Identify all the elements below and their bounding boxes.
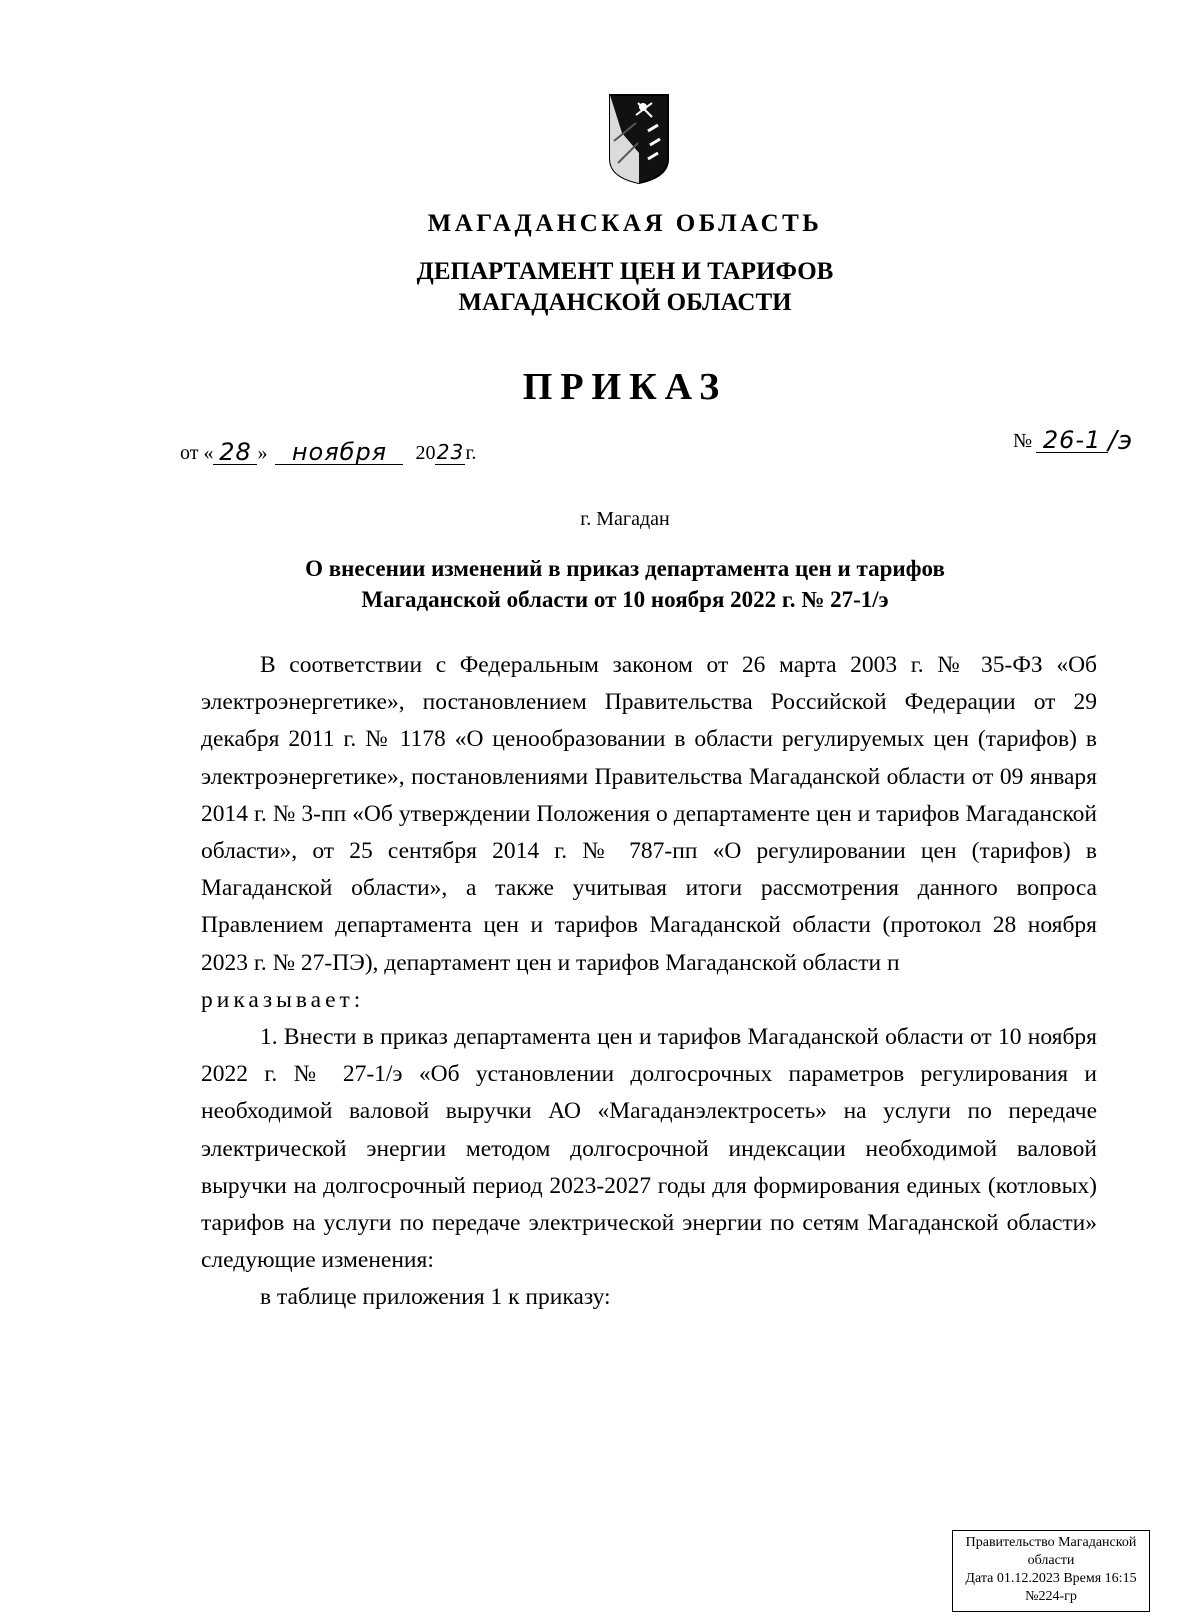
stamp-line1: Правительство Магаданской bbox=[965, 1535, 1137, 1550]
number-prefix: № bbox=[1013, 430, 1033, 452]
date-year-suffix: 23 bbox=[436, 440, 465, 464]
department-title-line1: ДЕПАРТАМЕНТ ЦЕН И ТАРИФОВ bbox=[416, 258, 834, 285]
order-date bbox=[180, 440, 476, 465]
order-body bbox=[201, 647, 1097, 1317]
department-title bbox=[0, 256, 1200, 318]
stamp-line4: №224-гр bbox=[1025, 1589, 1077, 1604]
coat-of-arms-icon bbox=[608, 93, 670, 185]
item-1-sub-paragraph: в таблице приложения 1 к приказу: bbox=[260, 1284, 611, 1311]
date-day: 28 bbox=[213, 440, 257, 465]
order-subject bbox=[0, 553, 1200, 615]
document-type: ПРИКАЗ bbox=[522, 366, 728, 408]
date-suffix: г. bbox=[465, 442, 477, 464]
number-suffix: /э bbox=[1108, 426, 1134, 456]
orders-word: риказывает: bbox=[201, 986, 365, 1013]
region-title: МАГАДАНСКАЯ ОБЛАСТЬ bbox=[427, 210, 823, 237]
stamp-line2: области bbox=[1027, 1553, 1075, 1568]
department-title-line2: МАГАДАНСКОЙ ОБЛАСТИ bbox=[458, 289, 792, 316]
registration-stamp bbox=[952, 1530, 1150, 1612]
subject-line2: Магаданской области от 10 ноября 2022 г. № 27-1/э bbox=[361, 587, 889, 612]
city: г. Магадан bbox=[580, 508, 670, 530]
date-prefix: от « bbox=[180, 442, 214, 464]
stamp-line3: Дата 01.12.2023 Время 16:15 bbox=[965, 1571, 1137, 1586]
number-value: 26-1 bbox=[1036, 428, 1108, 453]
date-month: ноября bbox=[275, 440, 403, 465]
date-sep: » bbox=[257, 442, 268, 464]
order-number bbox=[1013, 426, 1134, 456]
subject-line1: О внесении изменений в приказ департамента цен и тарифов bbox=[305, 556, 945, 581]
preamble-paragraph: В соответствии с Федеральным законом от 26 марта 2003 г. № 35-ФЗ «Об электроэнергетике», постановлением Правительства Российской Федерации от 29 декабря 2011 г. № 1178 «О ценообразовании в области регулируемых цен (тарифов) в электроэнергетике», постановлениями Правительства Магаданской области от 09 января 2014 г. № 3-пп «Об утверждении Положения о департаменте цен и тарифов Магаданской области», от 25 сентября 2014 г. № 787-пп «О регулировании цен (тарифов) в Магаданской области», а также учитывая итоги рассмотрения данного вопроса Правлением департамента цен и тарифов Магаданской области (протокол 28 ноября 2023 г. № 27-ПЭ), департамент цен и тарифов Магаданской области п bbox=[201, 652, 1097, 976]
item-1-paragraph: 1. Внести в приказ департамента цен и тарифов Магаданской области от 10 ноября 2022 г. № 27-1/э «Об установлении долгосрочных параметров регулирования и необходимой валовой выручки АО «Магаданэлектросеть» на услуги по передаче электрической энергии методом долгосрочной индексации необходимой валовой выручки на долгосрочный период 2023-2027 годы для формирования единых (котловых) тарифов на услуги по передаче электрической энергии по сетям Магаданской области» следующие изменения: bbox=[201, 1024, 1097, 1274]
date-year-prefix: 20 bbox=[415, 442, 436, 464]
